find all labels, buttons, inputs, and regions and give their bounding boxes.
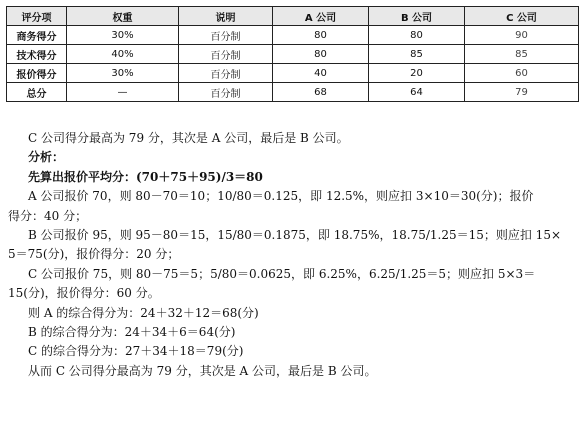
table-cell: 68 [273,83,369,102]
table-cell: 80 [273,26,369,45]
table-row [7,64,579,83]
average-line: 先算出报价平均分：(70＋75＋95)/3＝80 [28,169,263,184]
company-b-line: B 公司报价 95，则 95－80＝15，15/80＝0.1875，即 18.75%，18.75/1.25＝15；则应扣 15× [28,228,562,243]
header-criteria: 评分项 [7,7,67,26]
table-cell: 60 [465,64,579,83]
table-cell: 85 [465,45,579,64]
header-company-a: A 公司 [273,7,369,26]
table-cell: 80 [369,26,465,45]
table-cell: 64 [369,83,465,102]
table-cell: 80 [273,45,369,64]
company-b-line-cont: 5＝75(分)，报价得分：20 分； [8,247,180,262]
score-table [6,6,579,102]
table-cell: 商务得分 [7,26,67,45]
table-cell: 总分 [7,83,67,102]
table-cell: — [67,83,179,102]
table-cell: 百分制 [179,64,273,83]
company-a-line-cont: 得分：40 分； [8,208,88,223]
table-cell: 85 [369,45,465,64]
table-cell: 30% [67,64,179,83]
table-cell: 20 [369,64,465,83]
header-company-b: B 公司 [369,7,465,26]
table-cell: 技术得分 [7,45,67,64]
score-a-line: 则 A 的综合得分为：24＋32＋12＝68(分) [28,305,259,320]
table-header-row [7,7,579,26]
table-cell: 90 [465,26,579,45]
company-a-line: A 公司报价 70，则 80－70＝10；10/80＝0.125，即 12.5%，则应扣 3×10＝30(分)；报价 [28,189,534,204]
table-cell: 百分制 [179,45,273,64]
table-cell: 40 [273,64,369,83]
analysis-text [8,129,580,381]
table-cell: 40% [67,45,179,64]
conclusion-line: C 公司得分最高为 79 分，其次是 A 公司，最后是 B 公司。 [28,131,349,145]
company-c-line-cont: 15(分)，报价得分：60 分。 [8,286,160,301]
table-cell: 30% [67,26,179,45]
table-cell: 79 [465,83,579,102]
header-description: 说明 [179,7,273,26]
table-row [7,83,579,102]
table-cell: 百分制 [179,83,273,102]
analysis-heading: 分析： [28,150,65,165]
table-row [7,26,579,45]
header-weight: 权重 [67,7,179,26]
table-cell: 报价得分 [7,64,67,83]
table-row [7,45,579,64]
header-company-c: C 公司 [465,7,579,26]
score-b-line: B 的综合得分为：24＋34＋6＝64(分) [28,325,236,340]
table-cell: 百分制 [179,26,273,45]
company-c-line: C 公司报价 75，则 80－75＝5；5/80＝0.0625，即 6.25%，6.25/1.25＝5；则应扣 5×3＝ [28,266,536,281]
score-c-line: C 的综合得分为：27＋34＋18＝79(分) [28,344,244,359]
final-conclusion-line: 从而 C 公司得分最高为 79 分，其次是 A 公司，最后是 B 公司。 [28,363,377,378]
